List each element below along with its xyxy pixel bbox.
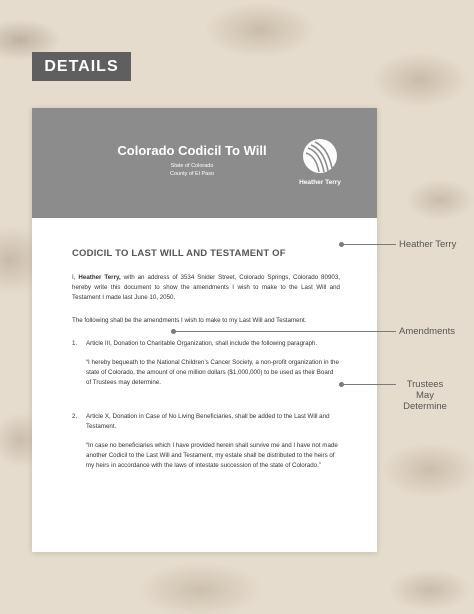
document-state: State of Colorado (170, 163, 214, 169)
callout-trustees-may-determine: Trustees May Determine (403, 379, 447, 412)
list-item: 2. Article X, Donation in Case of No Living Beneficiaries, shall be added to the Last Will and Testament. (72, 413, 330, 431)
amendments-intro: The following shall be the amendments I wish to make to my Last Will and Testament. (72, 317, 307, 325)
item-quote: “In case no beneficiaries which I have provided herein shall survive me and I have not made another Codicil to the Last Will and Testament, my estate shall be distributed to the heirs of my heirs in accordance with the laws of intestate succession of the state of Colorado.” (86, 441, 338, 469)
logo-icon (302, 138, 338, 174)
document-page (32, 108, 377, 552)
document-title: Colorado Codicil To Will (117, 143, 267, 158)
document-header (32, 108, 377, 218)
item-quote: “I hereby bequeath to the National Children’s Cancer Society, a non-profit organization in the state of Colorado, the amount of one million dollars ($1,000,000) to be used as their Board of Trustees may determine. (86, 358, 339, 386)
intro-paragraph: I, Heather Terry, with an address of 3534 Snider Street, Colorado Springs, Colorado 80903, hereby write this document to show the amendments I wish to make to the Last Will and Testament I made last June 10, 2050. (72, 274, 340, 301)
callout-line-heather (342, 244, 396, 245)
logo-name: Heather Terry (299, 179, 341, 186)
callout-amendments: Amendments (399, 326, 455, 337)
document-body (72, 248, 340, 470)
callout-heather-terry: Heather Terry (399, 239, 457, 250)
callout-line-amendments (174, 331, 396, 332)
details-tag: DETAILS (32, 52, 131, 81)
document-county: County of El Paso (169, 171, 215, 177)
list-item: 1. Article III, Donation to Charitable Organization, shall include the following paragraph. (72, 340, 318, 348)
callout-line-trustees (342, 384, 396, 385)
document-heading: CODICIL TO LAST WILL AND TESTAMENT OF (72, 248, 286, 259)
testator-name: Heather Terry, (78, 274, 121, 281)
